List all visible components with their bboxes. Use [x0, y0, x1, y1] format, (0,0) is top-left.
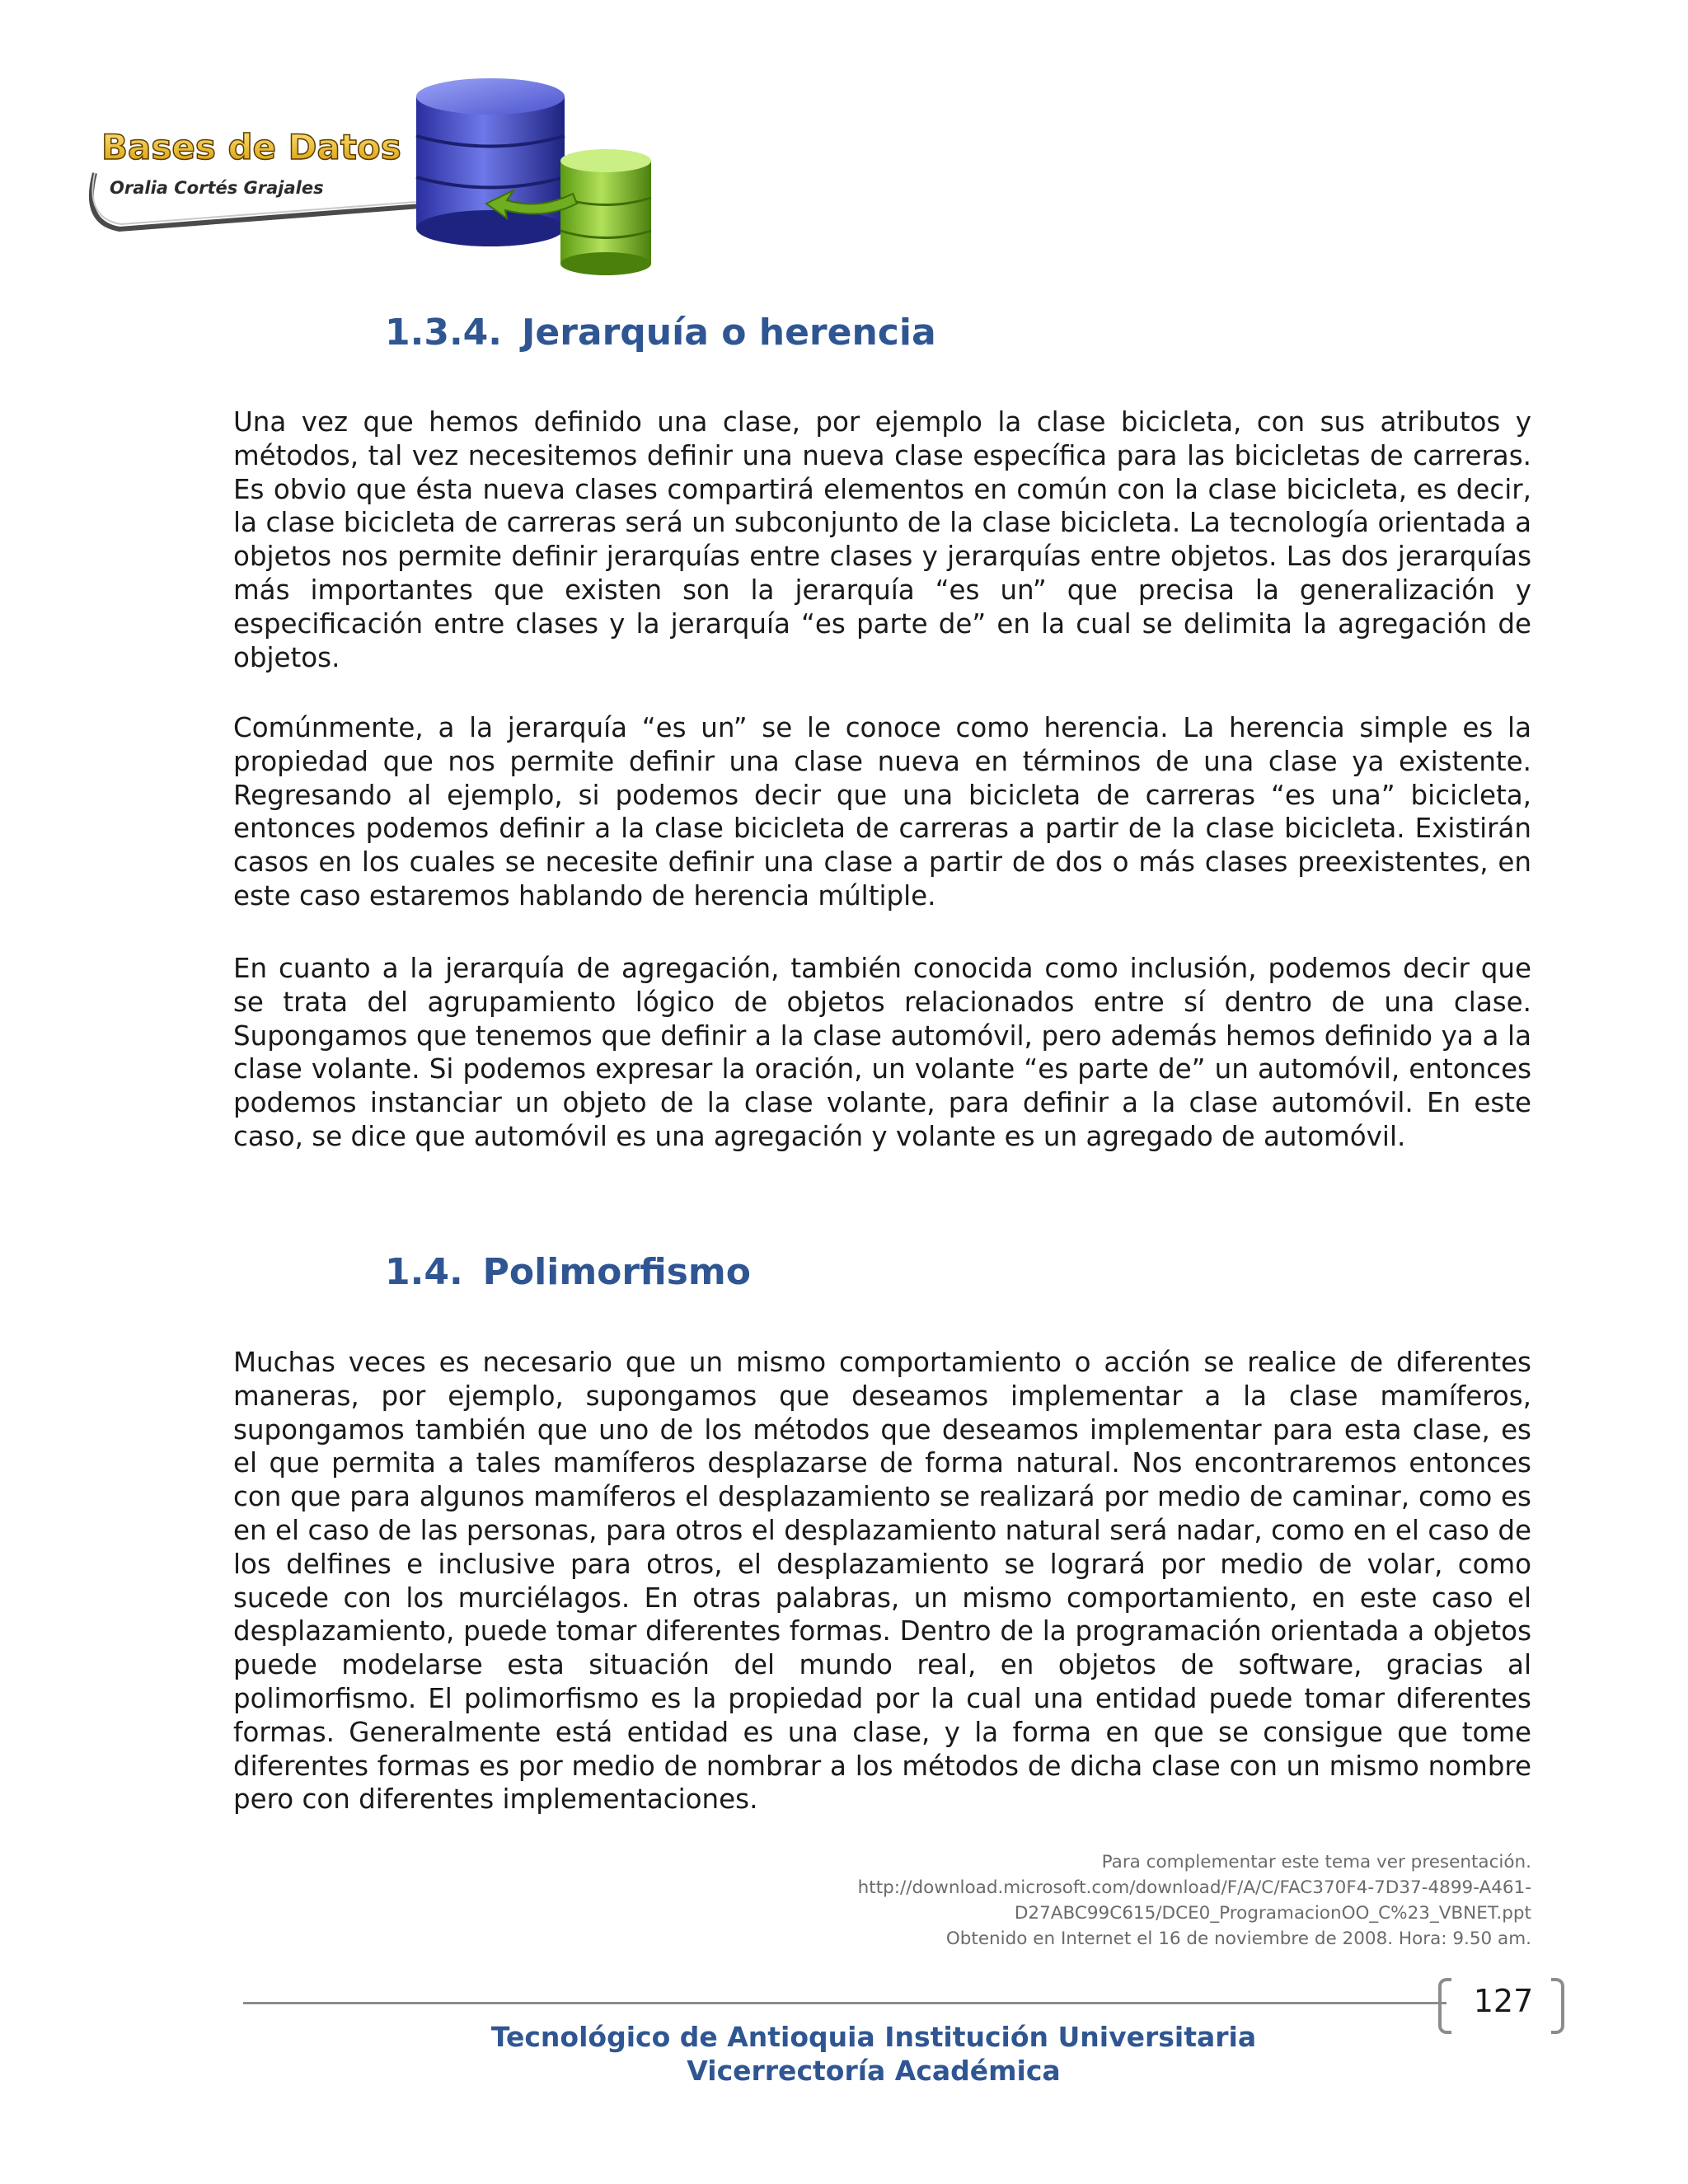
- svg-text:Bases de Datos: Bases de Datos: [101, 127, 401, 167]
- svg-text:Oralia Cortés Grajales: Oralia Cortés Grajales: [110, 178, 324, 198]
- section-number: 1.4.: [385, 1251, 463, 1293]
- reference-note: [460, 1849, 1531, 1952]
- section-title: Jerarquía o herencia: [522, 312, 936, 354]
- database-logo-graphic: [78, 78, 672, 284]
- footer-department: Vicerrectoría Académica: [687, 2055, 1061, 2087]
- reference-url[interactable]: http://download.microsoft.com/download/F/A/C/FAC370F4-7D37-4899-A461-: [857, 1877, 1531, 1898]
- paragraph-herencia: Comúnmente, a la jerarquía “es un” se le conoce como herencia. La herencia simple es la propiedad que nos permite definir una clase nueva en términos de una clase ya existente. Regresando al ejemplo, si podemos decir que una bicicleta de carreras “es una” bicicleta, entonces podemos definir a la clase bicicleta de carreras a partir de la clase bicicleta. Existirán casos en los cuales se necesite definir una clase a partir de dos o más clases preexistentes, en este caso estaremos hablando de herencia múltiple.: [233, 712, 1531, 912]
- paragraph-jerarquia-intro: Una vez que hemos definido una clase, por ejemplo la clase bicicleta, con sus atributos y métodos, tal vez necesitemos definir una nueva clase específica para las bicicletas de carreras. Es obvio que ésta nueva clases compartirá elementos en común con la clase bicicleta, es decir, la clase bicicleta de carreras será un subconjunto de la clase bicicleta. La tecnología orientada a objetos nos permite definir jerarquías entre clases y jerarquías entre objetos. Las dos jerarquías más importantes que existen son la jerarquía “es un” que precisa la generalización y especificación entre clases y la jerarquía “es parte de” en la cual se delimita la agregación de objetos.: [233, 406, 1531, 673]
- footer-divider: [243, 2002, 1447, 2004]
- reference-note-line: Para complementar este tema ver presentación.: [1101, 1852, 1531, 1872]
- page-number-bracket-left: [1438, 1978, 1451, 2034]
- page-number: 127: [1473, 1983, 1534, 2019]
- section-heading-jerarquia: [385, 312, 936, 354]
- paragraph-polimorfismo: Muchas veces es necesario que un mismo comportamiento o acción se realice de diferentes maneras, por ejemplo, supongamos que deseamos implementar a la clase mamíferos, supongamos también que uno de los métodos que deseamos implementar para esta clase, es el que permita a tales mamíferos desplazarse de forma natural. Nos encontraremos entonces con que para algunos mamíferos el desplazamiento se realizará por medio de caminar, como es en el caso de las personas, para otros el desplazamiento natural será nadar, como en el caso de los delfines e inclusive para otros, el desplazamiento se logrará por medio de volar, como sucede con los murciélagos. En otras palabras, un mismo comportamiento, en este caso el desplazamiento, puede tomar diferentes formas. Dentro de la programación orientada a objetos puede modelarse esta situación del mundo real, en objetos de software, gracias al polimorfismo. El polimorfismo es la propiedad por la cual una entidad puede tomar diferentes formas. Generalmente está entidad es una clase, y la forma en que se consigue que tome diferentes formas es por medio de nombrar a los métodos de dicha clase con un mismo nombre pero con diferentes implementaciones.: [233, 1347, 1531, 1816]
- section-number: 1.3.4.: [385, 312, 502, 354]
- page-number-bracket-right: [1551, 1978, 1564, 2034]
- logo: [78, 78, 672, 284]
- section-heading-polimorfismo: [385, 1251, 751, 1293]
- footer-institution: Tecnológico de Antioquia Institución Universitaria: [490, 2021, 1257, 2053]
- reference-url-continued[interactable]: D27ABC99C615/DCE0_ProgramacionOO_C%23_VBNET.ppt: [1014, 1903, 1531, 1924]
- reference-note-line: Obtenido en Internet el 16 de noviembre de 2008. Hora: 9.50 am.: [945, 1929, 1531, 1949]
- section-title: Polimorfismo: [482, 1251, 751, 1293]
- paragraph-agregacion: En cuanto a la jerarquía de agregación, también conocida como inclusión, podemos decir que se trata del agrupamiento lógico de objetos relacionados entre sí dentro de una clase. Supongamos que tenemos que definir a la clase automóvil, pero además hemos definido ya a la clase volante. Si podemos expresar la oración, un volante “es parte de” un automóvil, entonces podemos instanciar un objeto de la clase volante, para definir a la clase automóvil. En este caso, se dice que automóvil es una agregación y volante es un agregado de automóvil.: [233, 953, 1531, 1152]
